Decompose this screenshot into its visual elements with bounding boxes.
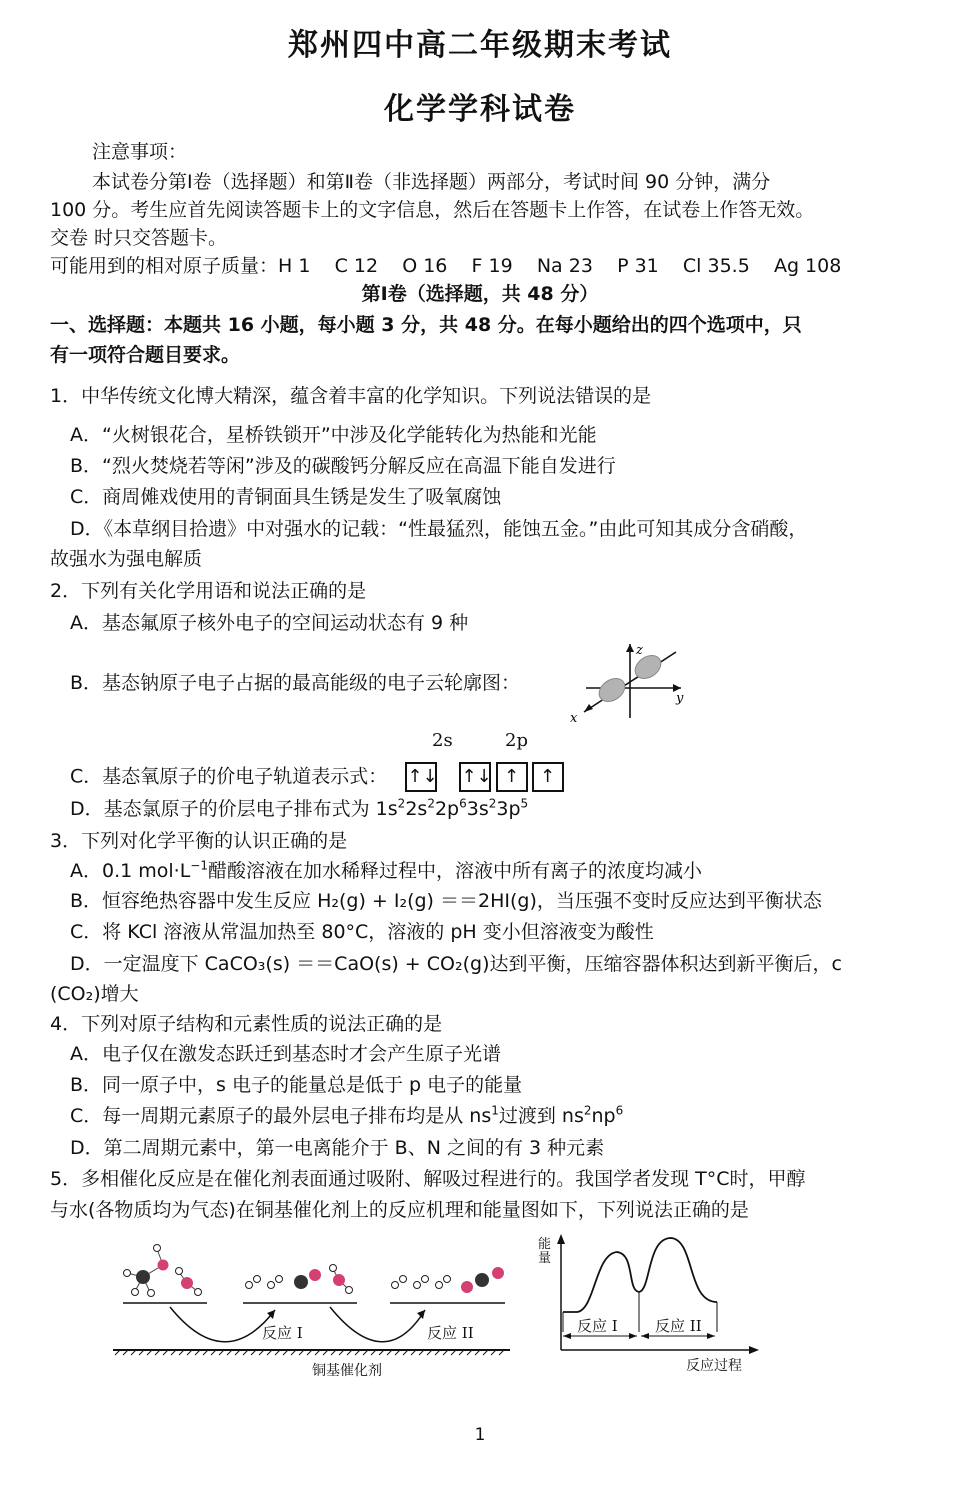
notice-line-3: 交卷 时只交答题卡。: [50, 227, 228, 249]
p-orbital-figure: [566, 640, 696, 725]
q3-option-c: C．将 KCl 溶液从常温加热至 80°C，溶液的 pH 变小但溶液变为酸性: [70, 921, 654, 943]
q2-option-d: [70, 797, 528, 821]
q4-c-mid: 过渡到 ns: [498, 1105, 584, 1127]
energy-ylabel: [538, 1238, 551, 1266]
q4-option-d: D．第二周期元素中，第一电离能介于 B、N 之间的有 3 种元素: [70, 1137, 605, 1159]
energy-x-axis-arrow: [749, 1346, 759, 1354]
energy-curve: [563, 1238, 717, 1312]
orbital-box-2p-2: ↑: [496, 762, 528, 792]
q2-d-sup1: 2: [397, 796, 406, 811]
q2-d-mid1: 2s: [405, 798, 428, 820]
energy-diagram: [555, 1232, 765, 1362]
mechanism-figure: [105, 1235, 525, 1380]
orbital-box-2p-3: ↑: [532, 762, 564, 792]
q2-d-sup4: 2: [488, 796, 497, 811]
z-axis-arrow: [626, 644, 634, 652]
q1-stem: 1．中华传统文化博大精深，蕴含着丰富的化学知识。下列说法错误的是: [50, 385, 652, 407]
subject-title: 化学学科试卷: [384, 92, 576, 127]
q2-d-mid2: 2p: [434, 798, 460, 820]
q1-option-d-cont: 故强水为强电解质: [50, 548, 203, 570]
axis-label-z: z: [636, 643, 643, 658]
orbital-label-2s: 2s: [432, 730, 453, 751]
q1-option-d: D．《本草纲目拾遗》中对强水的记载：“性最猛烈，能蚀五金。”由此可知其成分含硝酸，: [70, 518, 808, 540]
q3-option-a: [70, 859, 702, 883]
atomic-masses: 可能用到的相对原子质量：H 1 C 12 O 16 F 19 Na 23 P 31 Cl 35.5 Ag 108: [50, 255, 842, 277]
orbital-box-2s: ↑↓: [405, 762, 437, 792]
q3-a-sup: −1: [190, 858, 208, 873]
q5-stem-2: 与水(各物质均为气态)在铜基催化剂上的反应机理和能量图如下，下列说法正确的是: [50, 1199, 749, 1221]
reaction-1-arrow: [170, 1307, 275, 1342]
notice-heading: 注意事项：: [92, 141, 188, 163]
q4-c-pre: C．每一周期元素原子的最外层电子排布均是从 ns: [70, 1105, 492, 1127]
mechanism-label-reaction-2: 反应 II: [427, 1324, 474, 1342]
q2-d-prefix: D．基态氯原子的价层电子排布式为 1s: [70, 798, 398, 820]
energy-label-reaction-1: 反应 I: [577, 1317, 618, 1335]
orbital-box-2p-1: ↑↓: [459, 762, 491, 792]
q4-c-sup1: 1: [491, 1103, 499, 1118]
part1-instruction-2: 有一项符合题目要求。: [50, 344, 241, 366]
q4-c-sup3: 6: [615, 1103, 624, 1118]
q2-option-c: [70, 762, 562, 792]
reaction-2-arrowhead: [417, 1310, 425, 1319]
energy-ylabel-2: 量: [538, 1251, 552, 1266]
q4-option-a: A．电子仅在激发态跃迁到基态时才会产生原子光谱: [70, 1043, 501, 1065]
q4-option-c: [70, 1104, 623, 1128]
q2-d-sup3: 6: [459, 796, 467, 811]
q2-d-mid4: 3p: [496, 798, 521, 820]
axis-label-y: y: [676, 691, 684, 706]
page-number: 1: [474, 1425, 486, 1445]
q4-c-sup2: 2: [583, 1103, 592, 1118]
part1-heading: 第Ⅰ卷（选择题，共 48 分）: [361, 283, 599, 305]
orbital-label-2p: 2p: [505, 730, 528, 751]
mechanism-label-catalyst: 铜基催化剂: [312, 1363, 382, 1379]
energy-xlabel: 反应过程: [686, 1358, 742, 1374]
part1-instruction-1: 一、选择题：本题共 16 小题，每小题 3 分，共 48 分。在每小题给出的四个选项中，只: [50, 314, 802, 336]
school-title: 郑州四中高二年级期末考试: [288, 28, 672, 63]
q3-a-pre: A．0.1 mol·L: [70, 860, 191, 882]
q3-a-post: 醋酸溶液在加水稀释过程中，溶液中所有离子的浓度均减小: [208, 860, 703, 882]
product-molecules: [392, 1267, 505, 1293]
mechanism-label-reaction-1: 反应 I: [262, 1324, 303, 1342]
x-axis-arrow: [584, 704, 593, 712]
q5-stem-1: 5．多相催化反应是在催化剂表面通过吸附、解吸过程进行的。我国学者发现 T°C时，甲醇: [50, 1168, 806, 1190]
notice-line-1: 本试卷分第Ⅰ卷（选择题）和第Ⅱ卷（非选择题）两部分，考试时间 90 分钟，满分: [92, 171, 771, 193]
q4-stem: 4．下列对原子结构和元素性质的说法正确的是: [50, 1013, 443, 1035]
q4-c-mid2: np: [591, 1105, 616, 1127]
q1-option-a: A．“火树银花合，星桥铁锁开”中涉及化学能转化为热能和光能: [70, 424, 597, 446]
q1-option-c: C．商周傩戏使用的青铜面具生锈是发生了吸氧腐蚀: [70, 486, 502, 508]
energy-ylabel-1: 能: [538, 1237, 552, 1252]
methanol-molecule: [124, 1245, 169, 1297]
q3-option-d: D．一定温度下 CaCO₃(s) ＝＝CaO(s) + CO₂(g)达到平衡，压缩容器体积达到新平衡后，c: [70, 953, 842, 975]
q2-option-b: B．基态钠原子电子占据的最高能级的电子云轮廓图：: [70, 672, 521, 694]
water-molecule-1: [176, 1268, 202, 1296]
q2-option-c-text: C．基态氧原子的价电子轨道表示式：: [70, 765, 388, 788]
q3-option-d-cont: (CO₂)增大: [50, 983, 139, 1005]
q2-d-sup5: 5: [520, 796, 529, 811]
q2-d-mid3: 3s: [466, 798, 489, 820]
q3-stem: 3．下列对化学平衡的认识正确的是: [50, 830, 348, 852]
energy-label-reaction-2: 反应 II: [655, 1317, 702, 1335]
q2-stem: 2．下列有关化学用语和说法正确的是: [50, 580, 367, 602]
axis-label-x: x: [570, 711, 578, 725]
intermediate-molecules: [246, 1265, 353, 1294]
q4-option-b: B．同一原子中，s 电子的能量总是低于 p 电子的能量: [70, 1074, 523, 1096]
q2-option-a: A．基态氟原子核外电子的空间运动状态有 9 种: [70, 612, 469, 634]
notice-line-2: 100 分。考生应首先阅读答题卡上的文字信息，然后在答题卡上作答，在试卷上作答无效。: [50, 199, 815, 221]
energy-y-axis-arrow: [557, 1234, 565, 1244]
q3-option-b: B．恒容绝热容器中发生反应 H₂(g) + I₂(g) ＝＝2HI(g)，当压强不变时反应达到平衡状态: [70, 890, 822, 912]
q1-option-b: B．“烈火焚烧若等闲”涉及的碳酸钙分解反应在高温下能自发进行: [70, 455, 616, 477]
reaction-2-arrow: [330, 1307, 425, 1342]
q2-d-sup2: 2: [427, 796, 435, 811]
